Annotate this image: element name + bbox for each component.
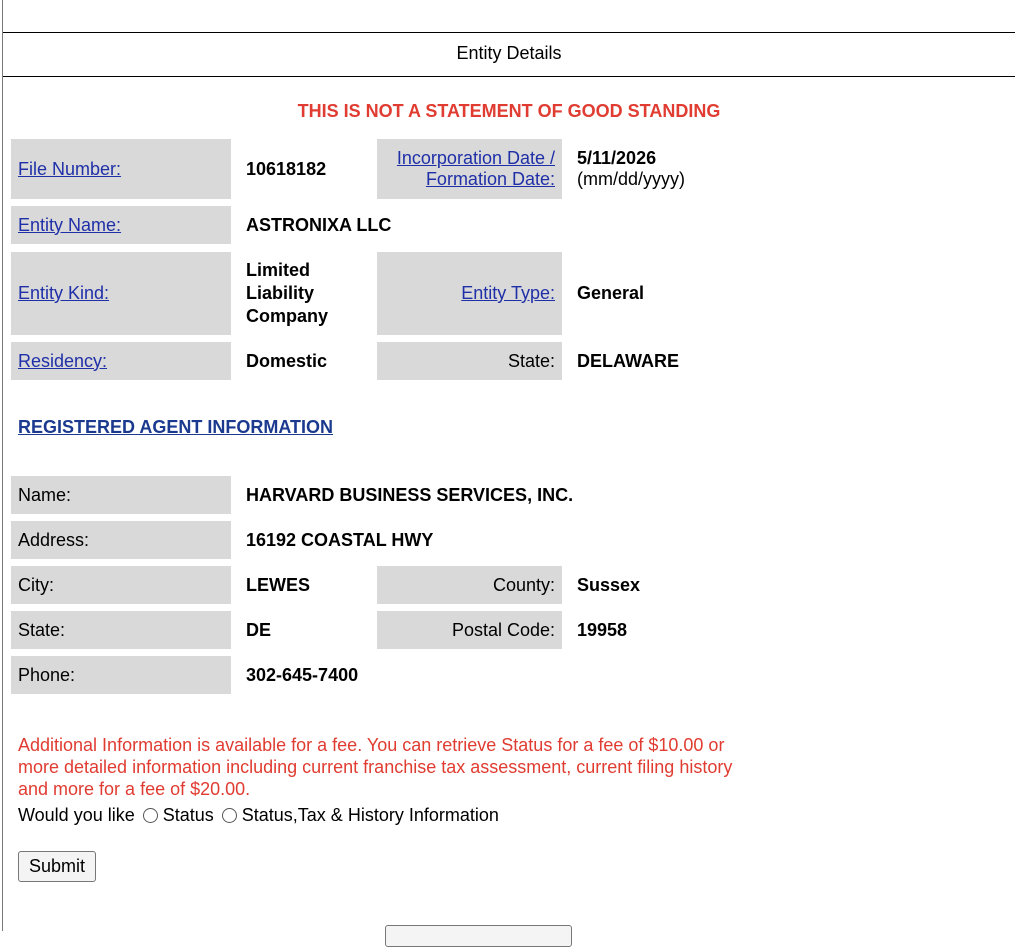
agent-name-label: Name: <box>11 476 231 514</box>
agent-phone-value: 302-645-7400 <box>246 664 359 685</box>
entity-kind-label-cell <box>11 252 231 335</box>
date-format-hint: (mm/dd/yyyy) <box>577 169 685 189</box>
agent-postal-value: 19958 <box>577 619 628 640</box>
entity-type-value: General <box>577 283 645 303</box>
bottom-button-partial[interactable] <box>385 925 572 947</box>
incorporation-date-value: 5/11/2026 <box>577 148 657 168</box>
page-title: Entity Details <box>456 43 562 63</box>
agent-state-value: DE <box>246 619 272 640</box>
agent-address-label: Address: <box>11 521 231 559</box>
agent-city-label: City: <box>11 566 231 604</box>
title-bottom-rule <box>3 76 1015 77</box>
page-left-border <box>2 0 3 931</box>
status-tax-history-radio[interactable] <box>222 808 237 823</box>
submit-button[interactable]: Submit <box>18 851 96 882</box>
title-top-rule <box>3 32 1015 33</box>
agent-name-value: HARVARD BUSINESS SERVICES, INC. <box>246 484 574 505</box>
fee-notice-line1: Additional Information is available for a fee. You can retrieve Status for a fee of $10.00 or <box>18 735 725 755</box>
entity-kind-line1: Limited <box>246 260 311 280</box>
info-option-row <box>18 805 499 826</box>
entity-name-label-cell <box>11 206 231 244</box>
agent-county-value: Sussex <box>577 574 641 595</box>
entity-type-label-cell <box>377 252 562 335</box>
entity-kind-value <box>246 252 328 335</box>
entity-name-value: ASTRONIXA LLC <box>246 214 392 235</box>
agent-county-label: County: <box>377 566 562 604</box>
entity-kind-link[interactable]: Entity Kind: <box>18 283 110 303</box>
file-number-label-cell <box>11 139 231 199</box>
entity-kind-line3: Company <box>246 306 329 326</box>
agent-postal-label: Postal Code: <box>377 611 562 649</box>
agent-phone-label: Phone: <box>11 656 231 694</box>
agent-address-value: 16192 COASTAL HWY <box>246 529 434 550</box>
residency-label-cell <box>11 342 231 380</box>
entity-kind-line2: Liability <box>246 283 315 303</box>
fee-notice-line3: and more for a fee of $20.00. <box>18 779 251 799</box>
file-number-value: 10618182 <box>246 158 327 179</box>
file-number-link[interactable]: File Number: <box>18 158 122 179</box>
entity-type-link[interactable]: Entity Type: <box>461 283 555 303</box>
incorporation-label-line2: Formation Date: <box>425 169 555 189</box>
entity-state-label: State: <box>377 342 562 380</box>
status-radio[interactable] <box>143 808 158 823</box>
would-you-like-label: Would you like <box>18 805 135 825</box>
status-radio-label: Status <box>162 805 214 825</box>
fee-notice-line2: more detailed information including current franchise tax assessment, current filing history <box>18 757 733 777</box>
residency-link[interactable]: Residency: <box>18 350 108 371</box>
entity-state-value: DELAWARE <box>577 350 680 371</box>
agent-city-value: LEWES <box>246 574 311 595</box>
good-standing-warning: THIS IS NOT A STATEMENT OF GOOD STANDING <box>297 101 721 121</box>
incorporation-label-line1: Incorporation Date / <box>396 148 555 168</box>
residency-value: Domestic <box>246 350 328 371</box>
incorporation-date-link[interactable] <box>397 148 555 190</box>
incorporation-date-value-cell <box>577 139 685 199</box>
incorporation-date-label-cell <box>377 139 562 199</box>
registered-agent-section-link[interactable]: REGISTERED AGENT INFORMATION <box>18 417 333 437</box>
additional-info-fee-notice <box>18 734 798 800</box>
agent-state-label: State: <box>11 611 231 649</box>
entity-name-link[interactable]: Entity Name: <box>18 214 122 235</box>
status-tax-history-radio-label: Status,Tax & History Information <box>241 805 499 825</box>
